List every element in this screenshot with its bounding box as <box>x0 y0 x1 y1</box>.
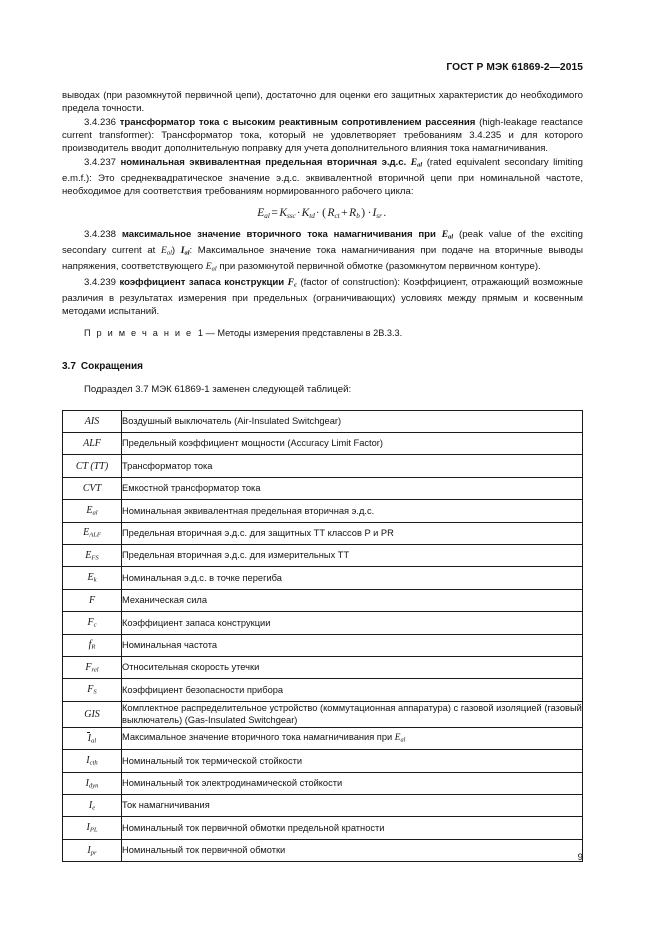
clause-number: 3.4.236 <box>84 116 117 128</box>
clause-number: 3.4.237 <box>84 157 117 169</box>
clause-definition-b: при разомкнутой первичной обмотке (разомкнутом первичном контуре). <box>219 260 541 272</box>
table-row <box>63 477 583 499</box>
section-title: Сокращения <box>80 361 143 373</box>
table-row <box>63 634 583 656</box>
abbreviation-symbol: CT (TT) <box>63 455 122 477</box>
section-number: 3.7 <box>62 361 76 373</box>
clause-3-4-238 <box>62 228 583 275</box>
clause-definition: Коэффициент, отражающий возможные различия в результатах измерения при предельных (ограничивающих) условиях между прямым и косвенным методами испытаний. <box>62 277 584 318</box>
table-row <box>63 522 583 544</box>
abbreviation-symbol: Frel <box>63 656 122 678</box>
running-header: ГОСТ Р МЭК 61869-2—2015 <box>446 62 583 73</box>
table-row <box>63 455 583 477</box>
table-row <box>63 656 583 678</box>
clause-number: 3.4.238 <box>84 229 117 241</box>
clause-english: (factor of construction): <box>300 277 401 289</box>
table-row <box>63 612 583 634</box>
abbreviation-symbol: Ial <box>63 727 122 749</box>
abbreviation-symbol: Ek <box>63 567 122 589</box>
abbreviation-definition: Номинальный ток термической стойкости <box>122 750 583 772</box>
table-row <box>63 433 583 455</box>
abbreviation-definition: Относительная скорость утечки <box>122 656 583 678</box>
section-lead-text: Подраздел 3.7 МЭК 61869-1 заменен следующей таблицей: <box>84 384 352 396</box>
note-label: П р и м е ч а н и е <box>84 328 193 339</box>
table-row <box>63 795 583 817</box>
abbreviation-symbol: fR <box>63 634 122 656</box>
clause-definition-a: Максимальное значение тока намагничивания при подаче на вторичные выводы напряжения, соответствующего <box>62 245 583 272</box>
abbreviation-definition: Механическая сила <box>122 589 583 611</box>
note-text: Методы измерения представлены в 2B.3.3. <box>217 328 403 339</box>
clause-3-4-237 <box>62 156 583 198</box>
abbreviation-symbol: IPL <box>63 817 122 839</box>
table-row <box>63 772 583 794</box>
clause-3-4-236 <box>62 116 583 156</box>
paragraph-continued <box>62 89 583 115</box>
abbreviation-definition: Номинальная эквивалентная предельная вторичная э.д.с. <box>122 500 583 522</box>
clause-definition: Это среднеквадратическое значение э.д.с. эквивалентной вторичной цепи при номинальной частоте, необходимое для соответствия требованиям нормированного рабочего цикла: <box>62 172 583 198</box>
abbreviation-symbol: F <box>63 589 122 611</box>
table-row <box>63 589 583 611</box>
abbreviation-definition: Коэффициент запаса конструкции <box>122 612 583 634</box>
clause-term: трансформатор тока с высоким реактивным сопротивлением рассеяния <box>119 116 476 128</box>
table-row <box>63 727 583 749</box>
abbreviation-symbol: CVT <box>63 477 122 499</box>
page-content <box>62 0 583 862</box>
abbreviation-definition: Номинальный ток первичной обмотки предельной кратности <box>122 817 583 839</box>
table-row <box>63 701 583 727</box>
abbreviation-definition: Номинальная частота <box>122 634 583 656</box>
clause-english-b: ) <box>171 245 176 257</box>
abbreviation-symbol: Icth <box>63 750 122 772</box>
abbreviation-definition: Емкостной трансформатор тока <box>122 477 583 499</box>
abbreviation-definition: Воздушный выключатель (Air-Insulated Switchgear) <box>122 410 583 432</box>
clause-colon: : <box>189 245 193 257</box>
clause-term: номинальная эквивалентная предельная вторичная э.д.с. <box>120 157 407 169</box>
abbreviation-symbol: ALF <box>63 433 122 455</box>
note-number: 1 <box>197 328 203 339</box>
abbreviation-definition: Предельная вторичная э.д.с. для измерительных ТТ <box>122 545 583 567</box>
clause-number: 3.4.239 <box>84 277 117 289</box>
abbreviation-symbol: Idyn <box>63 772 122 794</box>
abbreviation-definition: Номинальная э.д.с. в точке перегиба <box>122 567 583 589</box>
abbreviation-definition: Предельная вторичная э.д.с. для защитных ТТ классов P и PR <box>122 522 583 544</box>
abbreviation-definition: Ток намагничивания <box>122 795 583 817</box>
clause-symbol: $E_{al}$ <box>410 157 423 169</box>
abbreviations-table-body <box>63 410 583 862</box>
abbreviation-symbol: EFS <box>63 545 122 567</box>
abbreviation-definition: Комплектное распределительное устройство (коммутационная аппаратура) с газовой изоляцией (газовый выключатель) (Gas-Insulated Switchgear) <box>122 701 583 727</box>
clause-english: (rated equivalent secondary limiting e.m.f.): <box>62 157 583 184</box>
clause-english-a: (peak value of the exciting secondary current at <box>62 229 583 257</box>
abbreviation-definition: Номинальный ток первичной обмотки <box>122 839 583 861</box>
clause-variable-symbol: $I_{al}$ <box>180 245 190 257</box>
page-number: 9 <box>577 852 583 863</box>
table-row <box>63 545 583 567</box>
section-heading-3-7 <box>62 361 583 372</box>
table-row <box>63 500 583 522</box>
abbreviation-symbol: Eal <box>63 500 122 522</box>
continued-text: выводах (при разомкнутой первичной цепи), достаточно для оценки его защитных характеристик до необходимого предела точности. <box>62 90 583 115</box>
clause-definition: Трансформатор тока, который не удовлетворяет требованиям 3.4.235 и для которого производитель вводит дополнительную поправку для учета дополнительного влияния тока намагничивания. <box>62 130 584 155</box>
abbreviation-definition: Максимальное значение вторичного тока намагничивания при $E_{al}$ <box>122 727 583 749</box>
table-row <box>63 679 583 701</box>
table-row <box>63 410 583 432</box>
abbreviation-definition: Номинальный ток электродинамической стойкости <box>122 772 583 794</box>
clause-term: максимальное значение вторичного тока намагничивания при <box>121 229 436 241</box>
abbreviation-symbol: GIS <box>63 701 122 727</box>
table-row <box>63 817 583 839</box>
clause-term: коэффициент запаса конструкции <box>119 277 285 289</box>
abbreviation-symbol: Fc <box>63 612 122 634</box>
table-row <box>63 750 583 772</box>
clause-term-symbol: $E_{al}$ <box>441 229 454 241</box>
abbreviation-symbol: AIS <box>63 410 122 432</box>
note-line <box>62 327 583 340</box>
clause-symbol: $F_c$ <box>287 277 297 289</box>
abbreviation-definition: Коэффициент безопасности прибора <box>122 679 583 701</box>
clause-3-4-239 <box>62 276 583 318</box>
formula-rated-equivalent-emf: Eal = Kssc·Ktd· ( Rct + Rb ) ·Isr . <box>257 207 387 221</box>
abbreviation-symbol: Ipr <box>63 839 122 861</box>
abbreviations-table <box>62 410 583 863</box>
abbreviation-symbol: FS <box>63 679 122 701</box>
abbreviation-symbol: EALF <box>63 522 122 544</box>
note-dash: — <box>205 328 215 339</box>
clause-english-symbol: $E_{al}$ <box>160 245 172 257</box>
abbreviation-definition: Трансформатор тока <box>122 455 583 477</box>
table-row <box>63 839 583 861</box>
clause-english: (high-leakage reactance current transformer): <box>62 116 584 142</box>
table-row <box>63 567 583 589</box>
abbreviation-symbol: Ie <box>63 795 122 817</box>
clause-definition-symbol: $E_{al}$ <box>205 260 217 273</box>
abbreviation-definition: Предельный коэффициент мощности (Accuracy Limit Factor) <box>122 433 583 455</box>
